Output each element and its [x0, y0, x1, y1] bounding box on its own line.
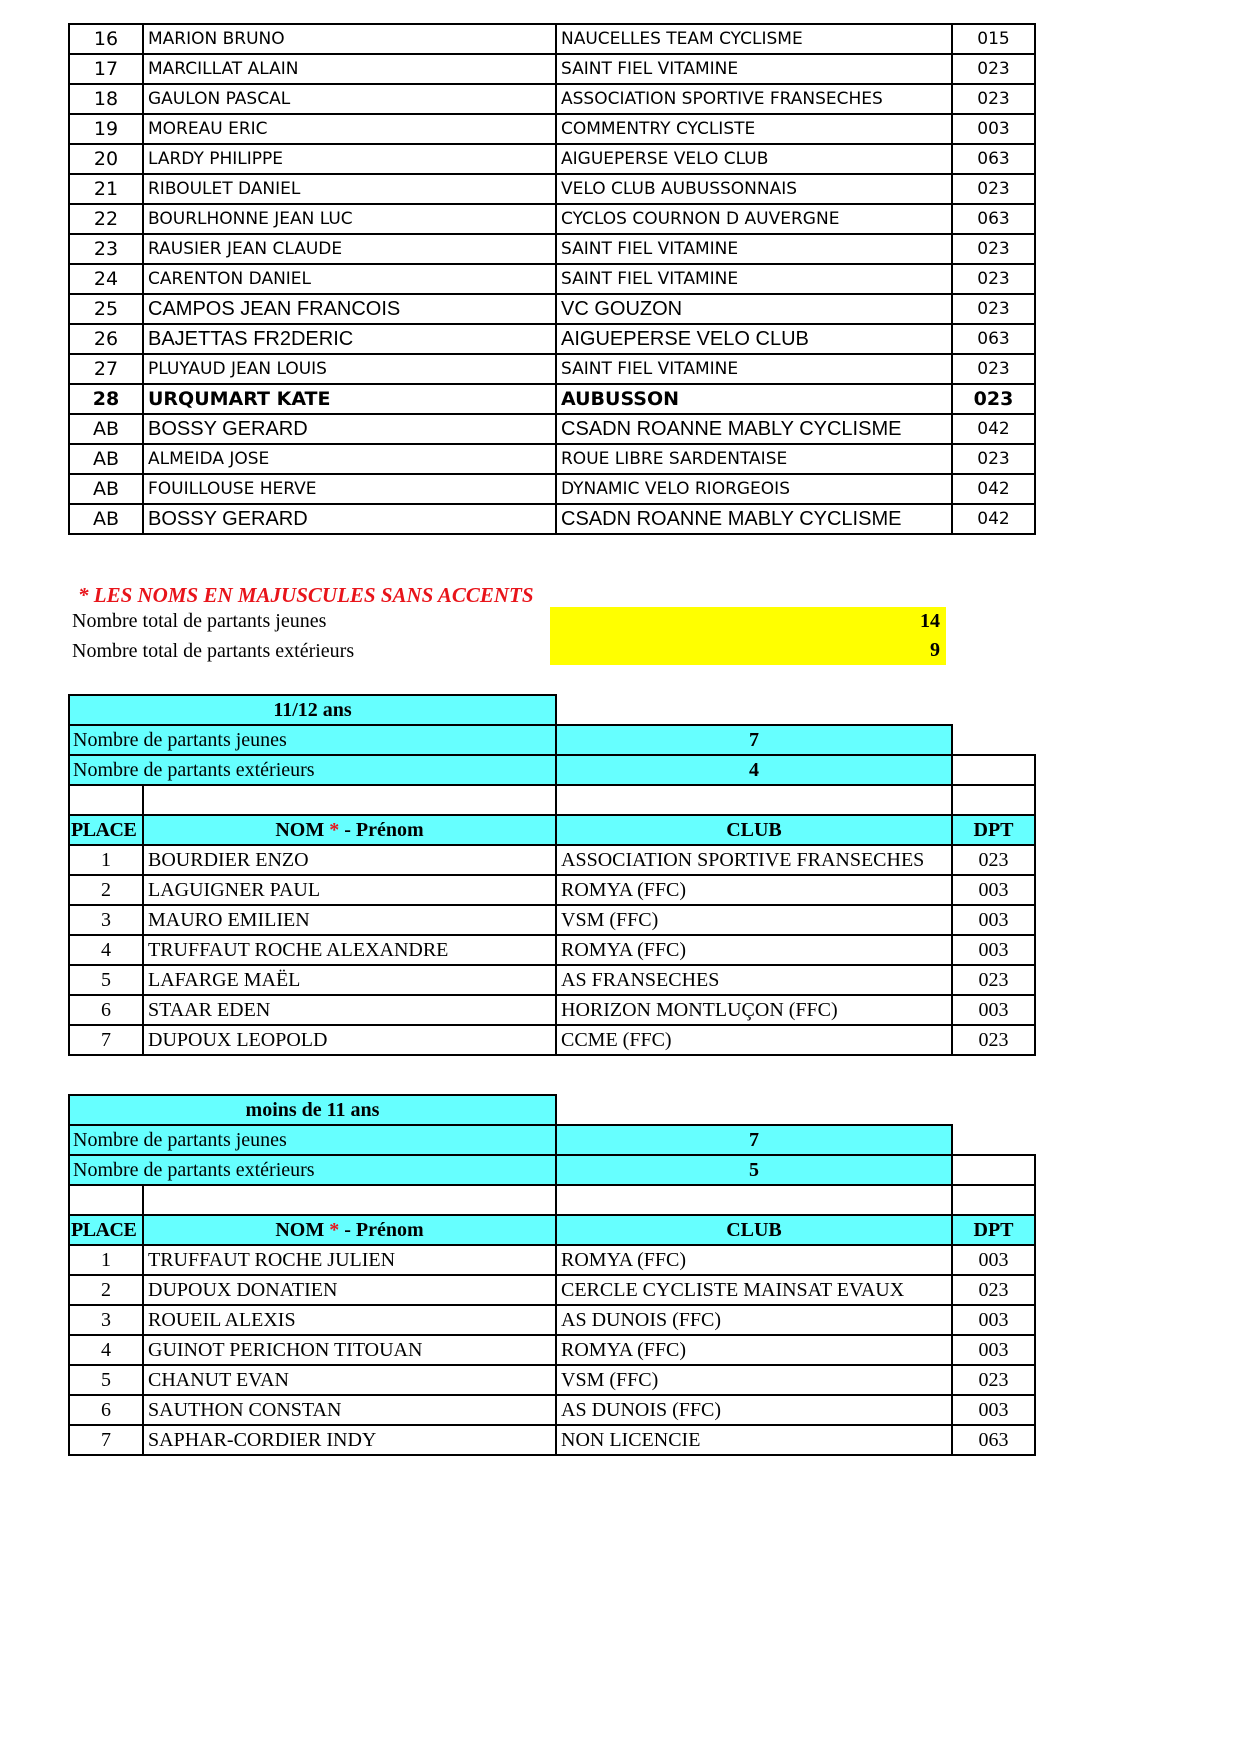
club-cell: CSADN ROANNE MABLY CYCLISME [556, 504, 952, 534]
club-cell: CSADN ROANNE MABLY CYCLISME [556, 414, 952, 444]
table-row [69, 935, 1035, 965]
dpt-cell: 003 [952, 875, 1035, 905]
table-row [69, 1335, 1035, 1365]
club-cell: SAINT FIEL VITAMINE [556, 54, 952, 84]
club-cell: VSM (FFC) [556, 1365, 952, 1395]
place-cell: 4 [69, 935, 143, 965]
place-cell: AB [69, 504, 143, 534]
table-row [69, 1425, 1035, 1455]
name-cell: GAULON PASCAL [143, 84, 556, 114]
table-row [69, 174, 1035, 204]
table-row [69, 414, 1035, 444]
header-club: CLUB [556, 815, 952, 845]
dpt-cell: 023 [952, 965, 1035, 995]
dpt-cell: 023 [952, 1275, 1035, 1305]
dpt-cell: 063 [952, 1425, 1035, 1455]
uppercase-note: * LES NOMS EN MAJUSCULES SANS ACCENTS [78, 583, 534, 607]
dpt-cell: 063 [952, 204, 1035, 234]
club-cell: COMMENTRY CYCLISTE [556, 114, 952, 144]
table-row [69, 905, 1035, 935]
name-cell: SAPHAR-CORDIER INDY [143, 1425, 556, 1455]
place-cell: 17 [69, 54, 143, 84]
place-cell: 24 [69, 264, 143, 294]
header-nom: NOM * - Prénom [143, 815, 556, 845]
dpt-cell: 003 [952, 935, 1035, 965]
place-cell: 6 [69, 1395, 143, 1425]
dpt-cell: 023 [952, 264, 1035, 294]
place-cell: 25 [69, 294, 143, 324]
dpt-cell: 003 [952, 995, 1035, 1025]
place-cell: AB [69, 474, 143, 504]
dpt-cell: 023 [952, 444, 1035, 474]
club-cell: ASSOCIATION SPORTIVE FRANSECHES [556, 845, 952, 875]
partants-jeunes-label: Nombre de partants jeunes [69, 725, 556, 755]
header-dpt: DPT [952, 815, 1035, 845]
name-cell: ROUEIL ALEXIS [143, 1305, 556, 1335]
table-row [69, 1305, 1035, 1335]
name-cell: ALMEIDA JOSE [143, 444, 556, 474]
place-cell: 1 [69, 1245, 143, 1275]
name-cell: SAUTHON CONSTAN [143, 1395, 556, 1425]
dpt-cell: 023 [952, 384, 1035, 414]
header-place: PLACE [69, 1215, 143, 1245]
partants-exterieurs-label: Nombre de partants extérieurs [69, 755, 556, 785]
place-cell: 3 [69, 905, 143, 935]
partants-exterieurs-value: 5 [556, 1155, 952, 1185]
dpt-cell: 003 [952, 1245, 1035, 1275]
club-cell: DYNAMIC VELO RIORGEOIS [556, 474, 952, 504]
dpt-cell: 015 [952, 24, 1035, 54]
name-cell: TRUFFAUT ROCHE JULIEN [143, 1245, 556, 1275]
dpt-cell: 023 [952, 234, 1035, 264]
place-cell: 22 [69, 204, 143, 234]
name-cell: CAMPOS JEAN FRANCOIS [143, 294, 556, 324]
club-cell: SAINT FIEL VITAMINE [556, 234, 952, 264]
dpt-cell: 063 [952, 144, 1035, 174]
dpt-cell: 023 [952, 174, 1035, 204]
table-row [69, 204, 1035, 234]
name-cell: GUINOT PERICHON TITOUAN [143, 1335, 556, 1365]
table-row [69, 54, 1035, 84]
club-cell: SAINT FIEL VITAMINE [556, 264, 952, 294]
name-cell: MOREAU ERIC [143, 114, 556, 144]
table-row [69, 504, 1035, 534]
dpt-cell: 003 [952, 1335, 1035, 1365]
name-cell: DUPOUX LEOPOLD [143, 1025, 556, 1055]
name-cell: LAGUIGNER PAUL [143, 875, 556, 905]
partants-jeunes-value: 7 [556, 725, 952, 755]
club-cell: ROUE LIBRE SARDENTAISE [556, 444, 952, 474]
place-cell: 18 [69, 84, 143, 114]
header-place: PLACE [69, 815, 143, 845]
table-row [69, 474, 1035, 504]
category-title: moins de 11 ans [69, 1095, 556, 1125]
name-cell: MAURO EMILIEN [143, 905, 556, 935]
name-cell: BOSSY GERARD [143, 414, 556, 444]
place-cell: 27 [69, 354, 143, 384]
club-cell: VC GOUZON [556, 294, 952, 324]
dpt-cell: 023 [952, 845, 1035, 875]
place-cell: 21 [69, 174, 143, 204]
name-cell: MARCILLAT ALAIN [143, 54, 556, 84]
dpt-cell: 063 [952, 324, 1035, 354]
table-row [69, 965, 1035, 995]
dpt-cell: 042 [952, 504, 1035, 534]
total-exterieurs-label: Nombre total de partants extérieurs [72, 640, 355, 662]
club-cell: AS FRANSECHES [556, 965, 952, 995]
dpt-cell: 042 [952, 474, 1035, 504]
name-cell: CHANUT EVAN [143, 1365, 556, 1395]
club-cell: NON LICENCIE [556, 1425, 952, 1455]
place-cell: 23 [69, 234, 143, 264]
place-cell: 16 [69, 24, 143, 54]
table-row [69, 995, 1035, 1025]
table-row [69, 384, 1035, 414]
club-cell: VSM (FFC) [556, 905, 952, 935]
header-club: CLUB [556, 1215, 952, 1245]
place-cell: 1 [69, 845, 143, 875]
table-row [69, 264, 1035, 294]
header-nom: NOM * - Prénom [143, 1215, 556, 1245]
place-cell: 26 [69, 324, 143, 354]
club-cell: HORIZON MONTLUÇON (FFC) [556, 995, 952, 1025]
table-row [69, 1275, 1035, 1305]
name-cell: BOURDIER ENZO [143, 845, 556, 875]
club-cell: ASSOCIATION SPORTIVE FRANSECHES [556, 84, 952, 114]
dpt-cell: 042 [952, 414, 1035, 444]
place-cell: AB [69, 414, 143, 444]
name-cell: BOSSY GERARD [143, 504, 556, 534]
table-row [69, 114, 1035, 144]
table-row [69, 1365, 1035, 1395]
table-row [69, 24, 1035, 54]
category-moins11-table [68, 1094, 1036, 1456]
place-cell: 7 [69, 1425, 143, 1455]
place-cell: 5 [69, 965, 143, 995]
name-cell: BAJETTAS FR2DERIC [143, 324, 556, 354]
name-cell: LARDY PHILIPPE [143, 144, 556, 174]
name-cell: URQUMART KATE [143, 384, 556, 414]
table-row [69, 875, 1035, 905]
club-cell: AS DUNOIS (FFC) [556, 1305, 952, 1335]
table-row [69, 845, 1035, 875]
partants-jeunes-value: 7 [556, 1125, 952, 1155]
dpt-cell: 023 [952, 1365, 1035, 1395]
dpt-cell: 003 [952, 905, 1035, 935]
dpt-cell: 023 [952, 84, 1035, 114]
partants-exterieurs-value: 4 [556, 755, 952, 785]
place-cell: 7 [69, 1025, 143, 1055]
total-jeunes-label: Nombre total de partants jeunes [72, 610, 327, 632]
name-cell: PLUYAUD JEAN LOUIS [143, 354, 556, 384]
dpt-cell: 003 [952, 114, 1035, 144]
partants-exterieurs-label: Nombre de partants extérieurs [69, 1155, 556, 1185]
club-cell: AUBUSSON [556, 384, 952, 414]
name-cell: RIBOULET DANIEL [143, 174, 556, 204]
club-cell: NAUCELLES TEAM CYCLISME [556, 24, 952, 54]
dpt-cell: 003 [952, 1395, 1035, 1425]
club-cell: VELO CLUB AUBUSSONNAIS [556, 174, 952, 204]
club-cell: SAINT FIEL VITAMINE [556, 354, 952, 384]
name-cell: LAFARGE MAËL [143, 965, 556, 995]
place-cell: 20 [69, 144, 143, 174]
header-dpt: DPT [952, 1215, 1035, 1245]
table-row [69, 84, 1035, 114]
table-row [69, 1245, 1035, 1275]
name-cell: CARENTON DANIEL [143, 264, 556, 294]
category-1112-table [68, 694, 1036, 1056]
dpt-cell: 023 [952, 354, 1035, 384]
place-cell: 4 [69, 1335, 143, 1365]
total-exterieurs-value: 9 [550, 636, 946, 665]
name-cell: TRUFFAUT ROCHE ALEXANDRE [143, 935, 556, 965]
place-cell: 2 [69, 1275, 143, 1305]
dpt-cell: 003 [952, 1305, 1035, 1335]
table-row [69, 1395, 1035, 1425]
place-cell: 6 [69, 995, 143, 1025]
dpt-cell: 023 [952, 54, 1035, 84]
total-jeunes-value: 14 [550, 607, 946, 636]
club-cell: AIGUEPERSE VELO CLUB [556, 144, 952, 174]
table-row [69, 294, 1035, 324]
table-row [69, 324, 1035, 354]
name-cell: FOUILLOUSE HERVE [143, 474, 556, 504]
name-cell: MARION BRUNO [143, 24, 556, 54]
table-row [69, 1025, 1035, 1055]
club-cell: AS DUNOIS (FFC) [556, 1395, 952, 1425]
place-cell: AB [69, 444, 143, 474]
club-cell: ROMYA (FFC) [556, 1335, 952, 1365]
dpt-cell: 023 [952, 294, 1035, 324]
club-cell: CERCLE CYCLISTE MAINSAT EVAUX [556, 1275, 952, 1305]
club-cell: ROMYA (FFC) [556, 935, 952, 965]
results-table-top [68, 23, 1036, 535]
table-row [69, 144, 1035, 174]
club-cell: ROMYA (FFC) [556, 1245, 952, 1275]
place-cell: 3 [69, 1305, 143, 1335]
name-cell: STAAR EDEN [143, 995, 556, 1025]
club-cell: CYCLOS COURNON D AUVERGNE [556, 204, 952, 234]
table-row [69, 354, 1035, 384]
place-cell: 5 [69, 1365, 143, 1395]
place-cell: 2 [69, 875, 143, 905]
name-cell: BOURLHONNE JEAN LUC [143, 204, 556, 234]
name-cell: DUPOUX DONATIEN [143, 1275, 556, 1305]
place-cell: 19 [69, 114, 143, 144]
dpt-cell: 023 [952, 1025, 1035, 1055]
place-cell: 28 [69, 384, 143, 414]
club-cell: AIGUEPERSE VELO CLUB [556, 324, 952, 354]
club-cell: ROMYA (FFC) [556, 875, 952, 905]
category-title: 11/12 ans [69, 695, 556, 725]
partants-jeunes-label: Nombre de partants jeunes [69, 1125, 556, 1155]
name-cell: RAUSIER JEAN CLAUDE [143, 234, 556, 264]
table-row [69, 234, 1035, 264]
table-row [69, 444, 1035, 474]
club-cell: CCME (FFC) [556, 1025, 952, 1055]
